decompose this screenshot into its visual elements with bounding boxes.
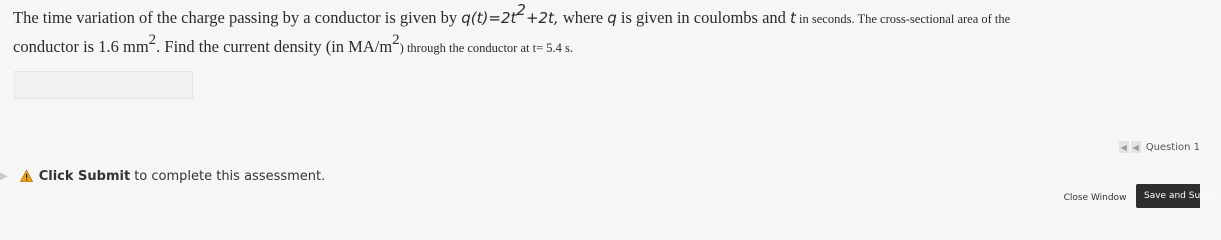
submit-note-bold: Click Submit (38, 168, 131, 184)
save-and-submit-button[interactable]: Save and Submit (1136, 184, 1200, 208)
question-line-2 (13, 33, 1193, 62)
answer-input[interactable] (14, 71, 193, 99)
question-text-part: is given in coulombs and (616, 8, 791, 27)
variable-t: t (790, 9, 796, 27)
question-text-part: where (558, 8, 608, 27)
unit-exponent: 2 (392, 31, 400, 48)
formula-exponent: 2 (516, 1, 526, 19)
formula-base: q(t)=2t (461, 9, 517, 27)
formula-tail: +2t, (525, 9, 559, 27)
question-number-label[interactable]: Question 1 (1145, 141, 1200, 153)
question-text (13, 1, 1193, 62)
question-text-part: ) through the conductor at t= 5.4 s. (399, 41, 574, 55)
close-window-button[interactable]: Close Window (1063, 193, 1127, 203)
chevron-left-icon[interactable]: ◀ (1132, 142, 1139, 152)
area-exponent: 2 (148, 31, 157, 48)
question-text-part: conductor is 1.6 mm (13, 37, 149, 56)
submit-note-text: to complete this assessment. (134, 168, 326, 184)
question-line-1 (13, 1, 1193, 33)
charge-formula (461, 1, 559, 27)
question-text-part: The time variation of the charge passing by a conductor is given by (13, 8, 462, 27)
arrow-right-icon: ▶ (0, 170, 8, 182)
chevron-left-icon[interactable]: ◀ (1120, 142, 1127, 152)
submit-note (0, 166, 325, 186)
question-text-part: in seconds. The cross-sectional area of the (795, 12, 1011, 26)
warning-icon (20, 170, 33, 182)
variable-q: q (607, 9, 617, 27)
question-navigator (1119, 139, 1200, 155)
question-text-part: . Find the current density (in MA/m (156, 37, 393, 56)
